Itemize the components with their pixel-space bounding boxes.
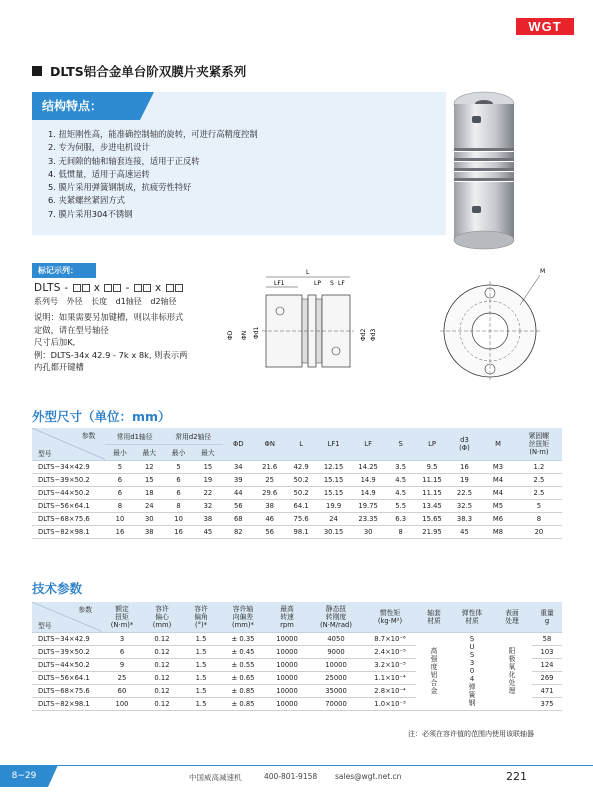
table-cell: 10 [164,512,193,525]
table-cell: M4 [480,473,516,486]
marking-code [34,282,183,294]
marking-label: d1轴径 [115,297,142,306]
table-cell: 24 [135,499,164,512]
model-cell: DLTS−68×75.6 [32,684,102,697]
table-cell: 0.12 [142,671,182,684]
col-header: LF1 [317,428,351,460]
table-cell: 1.5 [182,632,220,645]
table-cell: 14.25 [350,460,386,473]
table-cell: 13.45 [415,499,449,512]
table-row [32,525,562,538]
col-header: 轴套 材质 [416,602,452,632]
table-cell: 2.4×10⁻⁵ [364,645,416,658]
table-cell: 56 [223,499,254,512]
feature-item: 2. 专为伺服，步进电机设计 [48,142,150,153]
table-cell: 25000 [308,671,364,684]
table-cell: 22 [193,486,222,499]
table-cell: ± 0.45 [220,645,266,658]
table-cell: 0.12 [142,632,182,645]
footer-email[interactable]: sales@wgt.net.cn [335,772,402,781]
table-cell: 8 [516,512,562,525]
table-cell: 8 [386,525,415,538]
table-cell: 3 [102,632,142,645]
table-cell: 19 [193,473,222,486]
note-line: 内孔都开键槽 [34,362,84,372]
table-cell: 10 [105,512,134,525]
table-cell: 50.2 [285,486,316,499]
model-cell: DLTS−39×50.2 [32,645,102,658]
table-cell: M4 [480,486,516,499]
sub-header: 最大 [193,444,222,460]
corner-header [32,428,105,460]
table-cell: ± 0.35 [220,632,266,645]
model-cell: DLTS−68×75.6 [32,512,105,525]
sub-header: 最小 [164,444,193,460]
col-header: LF [350,428,386,460]
placeholder-box-icon [175,284,183,292]
note-line: 定做，请在型号轴径 [34,324,109,335]
table-cell: 30 [135,512,164,525]
table-cell: 15 [135,473,164,486]
table-cell: 20 [516,525,562,538]
model-cell: DLTS−82×98.1 [32,697,102,710]
table-cell: 6 [102,645,142,658]
placeholder-box-icon [113,284,121,292]
table-cell: 34 [223,460,254,473]
dim-M: M [540,268,546,275]
table-cell: 8.7×10⁻⁶ [364,632,416,645]
dim-LF1: LF1 [274,280,285,287]
table-cell: 6 [105,486,134,499]
table-cell: 42.9 [285,460,316,473]
table-cell: 38 [254,499,285,512]
table-cell: 15.15 [317,486,351,499]
code-x: x [93,282,101,294]
dim-S: S [330,280,334,287]
table-cell: 25 [102,671,142,684]
table-cell: M5 [480,499,516,512]
model-cell: DLTS−39×50.2 [32,473,105,486]
page-number: 221 [506,770,527,783]
model-cell: DLTS−34×42.9 [32,632,102,645]
table-cell: 375 [532,697,562,710]
table-cell: 10000 [266,684,308,697]
table-cell: 70000 [308,697,364,710]
table-cell: 1.0×10⁻³ [364,697,416,710]
placeholder-box-icon [82,284,90,292]
table-cell: 35000 [308,684,364,697]
table-cell: 10000 [308,658,364,671]
code-prefix: DLTS - [34,282,69,294]
page-footer [0,765,593,800]
dim-L: L [306,269,310,276]
col-header: M [480,428,516,460]
table-cell: 15 [193,460,222,473]
table-row [32,460,562,473]
col-header: 表面 处理 [492,602,532,632]
group-header: 常用d2轴径 [164,428,223,444]
table-cell: 19 [449,473,480,486]
table-cell: 22.5 [449,486,480,499]
marking-labels [34,296,177,307]
footnote: 注：必须在容许值的范围内使用该联轴器 [408,730,534,738]
col-header: d3 (Φ) [449,428,480,460]
table-cell: 8 [105,499,134,512]
table-cell: 6 [105,473,134,486]
marking-label: 外径 [66,297,83,306]
coupling-product-image [444,86,516,256]
marking-tag: 标记示列： [32,263,96,278]
table-cell: 38 [193,512,222,525]
feature-item: 6. 夹紧螺丝紧固方式 [48,195,125,206]
col-header: 容许 偏心 (mm) [142,602,182,632]
dim-LP: LP [314,280,321,287]
table-cell: 10000 [266,658,308,671]
features-list [48,128,258,221]
col-header: 容许 偏角 (°)* [182,602,220,632]
table-cell: 3.2×10⁻⁵ [364,658,416,671]
table-cell: 103 [532,645,562,658]
code-dash: - [125,282,130,294]
model-cell: DLTS−44×50.2 [32,658,102,671]
table-cell: 64.1 [285,499,316,512]
table-cell: 25 [254,473,285,486]
table-cell: 0.12 [142,697,182,710]
code-x: x [154,282,162,294]
table-cell: 58 [532,632,562,645]
col-header: L [285,428,316,460]
table-cell: ± 0.85 [220,697,266,710]
marking-label: d2轴径 [150,297,177,306]
table-cell: ± 0.55 [220,658,266,671]
col-header: S [386,428,415,460]
table-cell: 10000 [266,671,308,684]
table-cell: 23.35 [350,512,386,525]
table-cell: 75.6 [285,512,316,525]
table-cell: 30 [350,525,386,538]
col-header: 弹性体 材质 [452,602,492,632]
table-cell: 11.15 [415,473,449,486]
table-cell: 50.2 [285,473,316,486]
material-cell: 阳 极 氧 化 处 理 [492,632,532,710]
sub-header: 最小 [105,444,134,460]
table-cell: 1.1×10⁻⁴ [364,671,416,684]
table-row [32,473,562,486]
model-cell: DLTS−82×98.1 [32,525,105,538]
table-cell: ± 0.65 [220,671,266,684]
table-cell: 24 [317,512,351,525]
model-cell: DLTS−56×64.1 [32,499,105,512]
table-cell: 6 [164,486,193,499]
dim-phid3: Φd3 [370,328,377,341]
footer-company: 中国威高减速机 [189,773,242,782]
table-cell: M6 [480,512,516,525]
table-cell: 30.15 [317,525,351,538]
dim-phid2: Φd2 [360,328,367,341]
model-cell: DLTS−44×50.2 [32,486,105,499]
table-cell: 9 [102,658,142,671]
col-header: 额定 扭矩 (N·m)* [102,602,142,632]
material-cell: 高 强 度 铝 合 金 [416,632,452,710]
table-cell: 0.12 [142,658,182,671]
table-cell: 0.12 [142,684,182,697]
table-cell: 1.2 [516,460,562,473]
footer-divider [0,765,593,766]
group-header: 常用d1轴径 [105,428,164,444]
table-cell: 14.9 [350,473,386,486]
dim-LF: LF [338,280,345,287]
table-cell: 19.75 [350,499,386,512]
table-cell: 5 [105,460,134,473]
placeholder-box-icon [104,284,112,292]
corner-model-label: 型号 [38,449,52,458]
table-cell: 45 [193,525,222,538]
table-cell: 60 [102,684,142,697]
table-cell: 4.5 [386,486,415,499]
table-cell: 15.15 [317,473,351,486]
note-line: 说明：如果需要另加键槽，则以非标形式 [34,312,184,322]
material-cell: S U S 3 0 4 弹 簧 钢 [452,632,492,710]
table-cell: 2.8×10⁻⁴ [364,684,416,697]
table-cell: 29.6 [254,486,285,499]
table-row [32,486,562,499]
table-cell: 5.5 [386,499,415,512]
note-line: 例：DLTS-34x 42.9 - 7k x 8k, 则表示两 [34,349,188,360]
title-square-icon [32,66,42,76]
marking-note [34,311,224,374]
col-header: 重量 g [532,602,562,632]
table-cell: 38.3 [449,512,480,525]
table-cell: 10000 [266,645,308,658]
table-cell: 21.6 [254,460,285,473]
table-cell: 15.65 [415,512,449,525]
table-row [32,512,562,525]
corner-model-label: 型号 [38,621,52,630]
table-cell: M8 [480,525,516,538]
table-cell: 10000 [266,632,308,645]
col-header: ΦN [254,428,285,460]
tech-params-heading: 技术参数 [32,581,83,596]
table-cell: 100 [102,697,142,710]
placeholder-box-icon [166,284,174,292]
col-header: 容许轴 向偏差 (mm)* [220,602,266,632]
table-cell: 68 [223,512,254,525]
table-cell: 3.5 [386,460,415,473]
dim-phiN: ΦN [241,330,248,340]
table-cell: 124 [532,658,562,671]
table-cell: 16 [164,525,193,538]
dim-phid1: Φd1 [253,326,260,339]
features-heading: 结构特点： [32,92,140,120]
footer-phone: 400-801-9158 [264,772,318,781]
placeholder-box-icon [143,284,151,292]
corner-param-label: 参数 [78,606,92,614]
brand-logo: WGT [516,18,574,35]
table-row [32,632,562,645]
section-page-tab: 8−29 [0,765,48,787]
series-title-text: DLTS铝合金单台阶双膜片夹紧系列 [50,64,247,79]
table-cell: 32.5 [449,499,480,512]
marking-label: 系列号 [34,297,58,306]
table-cell: ± 0.85 [220,684,266,697]
corner-param-label: 参数 [81,432,96,440]
table-cell: M3 [480,460,516,473]
table-cell: 39 [223,473,254,486]
table-cell: 12.15 [317,460,351,473]
dimensions-table [32,428,562,539]
table-cell: 471 [532,684,562,697]
table-cell: 46 [254,512,285,525]
table-cell: 12 [135,460,164,473]
table-cell: 11.15 [415,486,449,499]
table-cell: 98.1 [285,525,316,538]
table-cell: 44 [223,486,254,499]
table-cell: 10000 [266,697,308,710]
tech-params-table [32,602,562,711]
table-cell: 21.95 [415,525,449,538]
table-cell: 19.9 [317,499,351,512]
col-header: 惯性矩 (kg·M²) [364,602,416,632]
dimensions-heading: 外型尺寸（单位：mm） [32,409,171,424]
features-panel [32,92,446,235]
series-title [32,62,246,80]
marking-label: 长度 [91,297,108,306]
table-cell: 9.5 [415,460,449,473]
model-cell: DLTS−56×64.1 [32,671,102,684]
table-cell: 38 [135,525,164,538]
table-cell: 269 [532,671,562,684]
table-cell: 1.5 [182,684,220,697]
corner-header [32,602,102,632]
table-cell: 6 [164,473,193,486]
table-cell: 1.5 [182,658,220,671]
table-cell: 9000 [308,645,364,658]
table-cell: 2.5 [516,473,562,486]
technical-drawing [222,265,582,380]
feature-item: 4. 低惯量，适用于高速运转 [48,168,150,179]
model-cell: DLTS−34×42.9 [32,460,105,473]
feature-item: 5. 膜片采用弹簧钢制成，抗疲劳性特好 [48,182,192,193]
col-header: ΦD [223,428,254,460]
table-cell: 5 [516,499,562,512]
col-header: 静态扭 转刚度 (N·M/rad) [308,602,364,632]
table-cell: 1.5 [182,697,220,710]
table-cell: 4.5 [386,473,415,486]
sub-header: 最大 [135,444,164,460]
table-cell: 82 [223,525,254,538]
placeholder-box-icon [73,284,81,292]
table-cell: 16 [105,525,134,538]
col-header: 最高 转速 rpm [266,602,308,632]
table-cell: 56 [254,525,285,538]
table-cell: 18 [135,486,164,499]
feature-item: 3. 无间隙的轴和轴套连接，适用于正反转 [48,155,200,166]
table-cell: 5 [164,460,193,473]
feature-item: 1. 扭矩刚性高，能准确控制轴的旋转，可进行高精度控制 [48,129,258,139]
table-cell: 45 [449,525,480,538]
table-cell: 32 [193,499,222,512]
table-cell: 2.5 [516,486,562,499]
note-line: 尺寸后加K, [34,337,76,347]
table-row [32,499,562,512]
dim-phiD: ΦD [227,330,234,340]
table-cell: 1.5 [182,645,220,658]
col-header: 紧固螺 丝扭矩 (N·m) [516,428,562,460]
table-cell: 1.5 [182,671,220,684]
table-cell: 14.9 [350,486,386,499]
feature-item: 7. 膜片采用304不锈钢 [48,208,133,219]
table-cell: 4050 [308,632,364,645]
table-cell: 0.12 [142,645,182,658]
table-cell: 6.3 [386,512,415,525]
table-cell: 16 [449,460,480,473]
table-cell: 8 [164,499,193,512]
placeholder-box-icon [134,284,142,292]
col-header: LP [415,428,449,460]
